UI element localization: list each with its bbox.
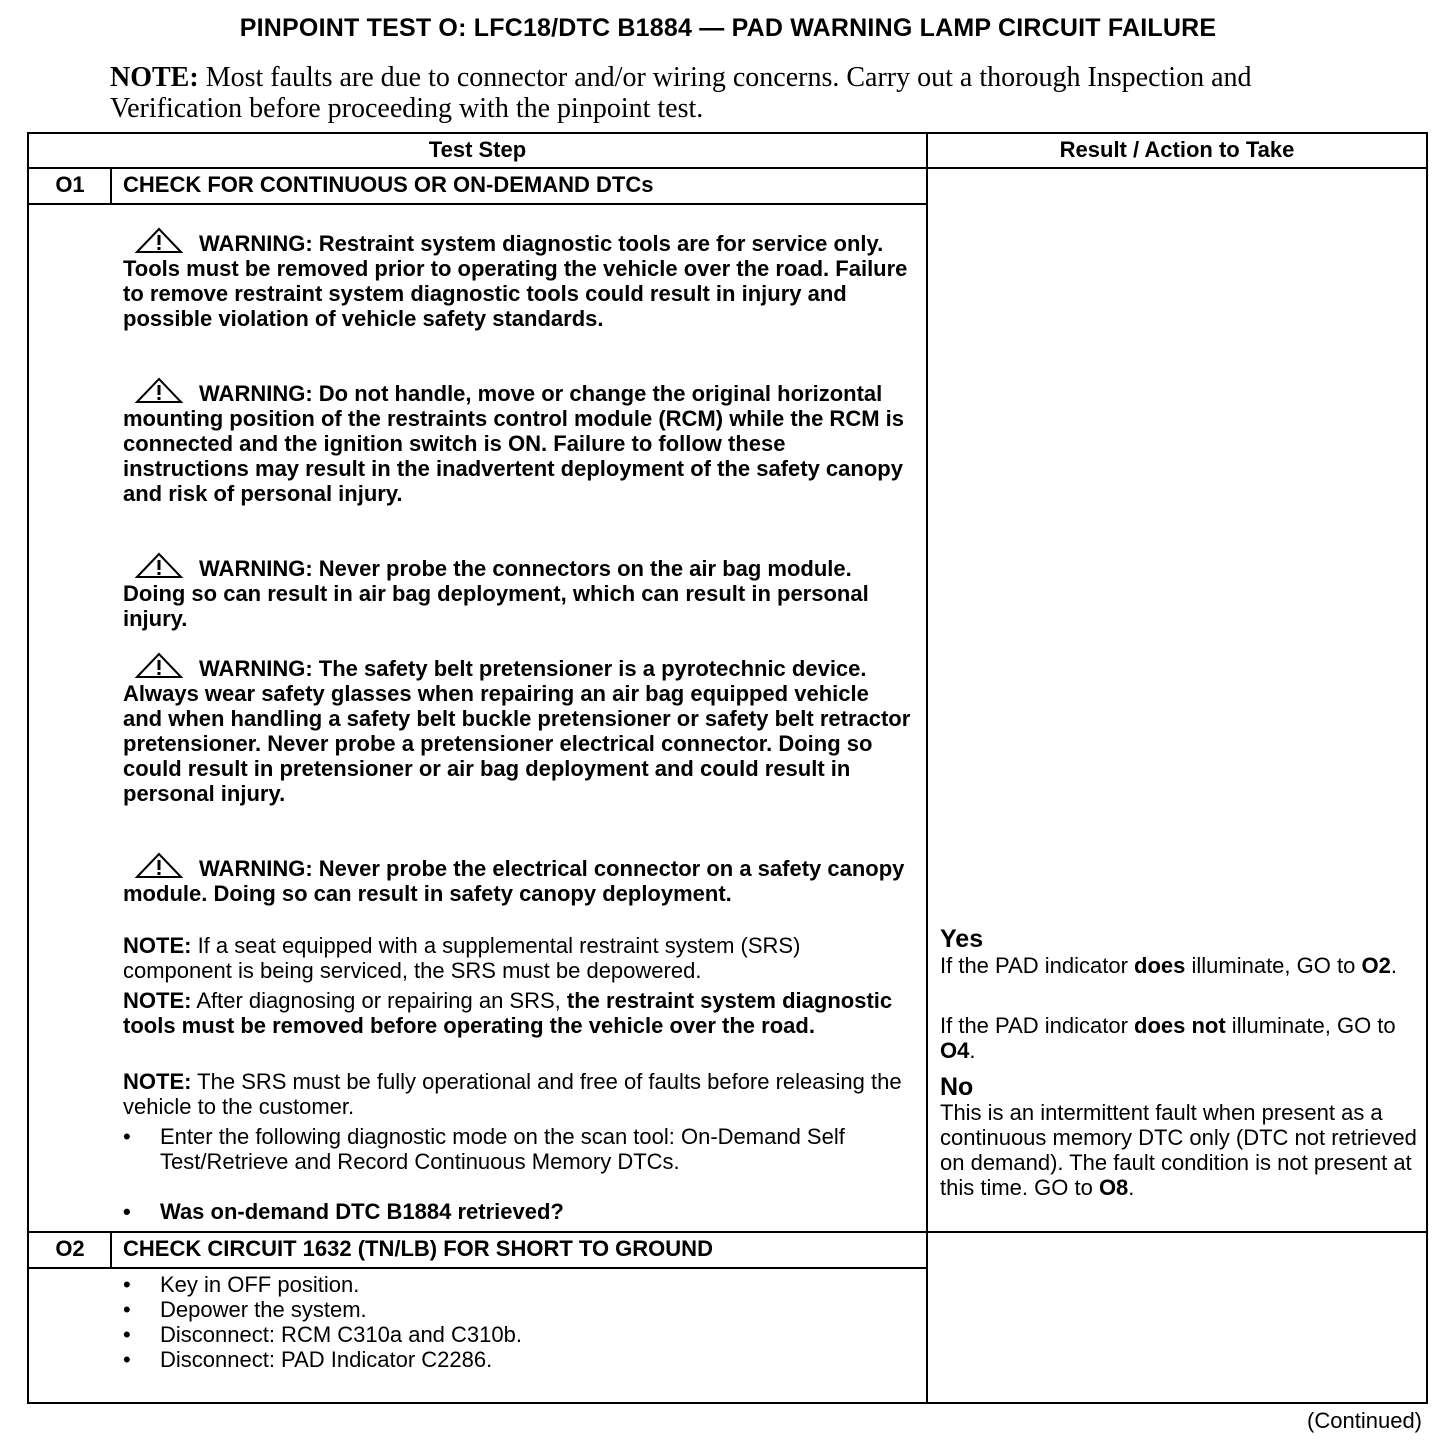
step-number-o1: O1 <box>55 172 85 197</box>
result-bold: does <box>1134 953 1186 978</box>
o1-title-divider <box>27 203 927 205</box>
step-title-o2: CHECK CIRCUIT 1632 (TN/LB) FOR SHORT TO GROUND <box>123 1236 713 1261</box>
bullet-dot: • <box>123 1297 131 1322</box>
result-text: illuminate, GO to <box>1225 1013 1396 1038</box>
warning-triangle-icon <box>133 226 185 254</box>
bullet-dot: • <box>123 1124 131 1149</box>
warning-2-text: WARNING: Do not handle, move or change the original horizontal mounting position of the restraints control module (RCM) while the RCM is connected and the ignition switch is ON. Failure to follow these instructions may result in the inadvertent deployment of the safety canopy and risk of personal injury. <box>123 381 904 506</box>
bullet-text: Key in OFF position. <box>160 1272 360 1297</box>
bullet-text: Disconnect: PAD Indicator C2286. <box>160 1347 493 1372</box>
o2-number-divider <box>110 1231 112 1268</box>
goto-step-o2: O2 <box>1361 953 1391 978</box>
header-test-step: Test Step <box>428 137 527 162</box>
result-no-text <box>940 1100 1420 1200</box>
o1-number-divider <box>110 167 112 204</box>
warning-3 <box>123 551 913 631</box>
result-text: . <box>1390 953 1397 978</box>
warning-1-text: WARNING: Restraint system diagnostic tools are for service only. Tools must be removed prior to operating the vehicle over the road. Failure to remove restraint system diagnostic tools could result in injury and possible violation of vehicle safety standards. <box>123 231 908 331</box>
bullet-text: Enter the following diagnostic mode on the scan tool: On-Demand Self Test/Retrieve and Record Continuous Memory DTCs. <box>160 1124 845 1174</box>
warning-triangle-icon <box>133 551 185 579</box>
bullet-dot: • <box>123 1199 131 1224</box>
warning-5-text: WARNING: Never probe the electrical connector on a safety canopy module. Doing so can result in safety canopy deployment. <box>123 856 905 906</box>
note-remove-tools <box>123 988 913 1038</box>
bullet-text: Was on-demand DTC B1884 retrieved? <box>160 1199 564 1224</box>
warning-triangle-icon <box>133 651 185 679</box>
warning-4-text: WARNING: The safety belt pretensioner is a pyrotechnic device. Always wear safety glasses when repairing an air bag equipped vehicle and when handling a safety belt buckle pretensioner or safety belt retractor pretensioner. Never probe a pretensioner electrical connector. Doing so could result in pretensioner or air bag deployment and could result in personal injury. <box>123 656 911 806</box>
result-text: . <box>1128 1175 1135 1200</box>
note-srs-operational <box>123 1069 913 1119</box>
result-text: . <box>969 1038 976 1063</box>
result-text: This is an intermittent fault when present as a continuous memory DTC only (DTC not retrieved on demand). The fault condition is not present at this time. GO to <box>940 1100 1417 1200</box>
warning-2 <box>123 376 913 506</box>
continued-label: (Continued) <box>1307 1408 1422 1433</box>
note-text: The SRS must be fully operational and free of faults before releasing the vehicle to the customer. <box>123 1069 902 1119</box>
bullet-text: Depower the system. <box>160 1297 367 1322</box>
warning-triangle-icon <box>133 376 185 404</box>
column-divider <box>926 132 928 1404</box>
result-yes-illuminate <box>940 953 1420 978</box>
warning-5 <box>123 851 913 906</box>
warning-triangle-icon <box>133 851 185 879</box>
warning-3-text: WARNING: Never probe the connectors on the air bag module. Doing so can result in air bag deployment, which can result in personal injury. <box>123 556 869 631</box>
warning-1 <box>123 226 913 331</box>
intro-note-label: NOTE: <box>110 62 199 93</box>
table-border-bottom <box>27 1402 1428 1404</box>
bullet-dot: • <box>123 1347 131 1372</box>
note-label: NOTE: <box>123 1069 192 1094</box>
bullet-dot: • <box>123 1272 131 1297</box>
header-divider <box>27 167 1428 169</box>
note-label: NOTE: <box>123 988 192 1013</box>
page-title: PINPOINT TEST O: LFC18/DTC B1884 — PAD WARNING LAMP CIRCUIT FAILURE <box>239 14 1217 42</box>
goto-step-o4: O4 <box>940 1038 970 1063</box>
result-yes-not-illuminate <box>940 1013 1420 1063</box>
table-border-right <box>1426 132 1428 1404</box>
o2-title-divider <box>27 1267 927 1269</box>
result-no-label: No <box>940 1073 974 1101</box>
result-text: illuminate, GO to <box>1185 953 1362 978</box>
note-bold-text: the restraint system diagnostic tools must be removed before operating the vehicle over the road. <box>123 988 893 1038</box>
note-text: If a seat equipped with a supplemental restraint system (SRS) component is being serviced, the SRS must be depowered. <box>123 933 801 983</box>
header-result: Result / Action to Take <box>1059 137 1295 162</box>
result-text: If the PAD indicator <box>940 953 1135 978</box>
goto-step-o8: O8 <box>1098 1175 1129 1200</box>
step-number-o2: O2 <box>55 1236 85 1261</box>
warning-4 <box>123 651 913 806</box>
bullet-text: Disconnect: RCM C310a and C310b. <box>160 1322 522 1347</box>
bullet-dot: • <box>123 1322 131 1347</box>
note-text: After diagnosing or repairing an SRS, <box>191 988 567 1013</box>
table-border-left <box>27 132 29 1404</box>
step-title-o1: CHECK FOR CONTINUOUS OR ON-DEMAND DTCs <box>123 172 654 197</box>
result-bold: does not <box>1134 1013 1226 1038</box>
o1-o2-divider <box>27 1231 1428 1233</box>
note-label: NOTE: <box>123 933 192 958</box>
result-yes-label: Yes <box>940 925 984 953</box>
intro-note <box>110 62 1310 124</box>
intro-note-text: Most faults are due to connector and/or wiring concerns. Carry out a thorough Inspection and Verification before proceeding with the pinpoint test. <box>110 62 1252 124</box>
note-srs-depower <box>123 933 913 983</box>
result-text: If the PAD indicator <box>940 1013 1135 1038</box>
